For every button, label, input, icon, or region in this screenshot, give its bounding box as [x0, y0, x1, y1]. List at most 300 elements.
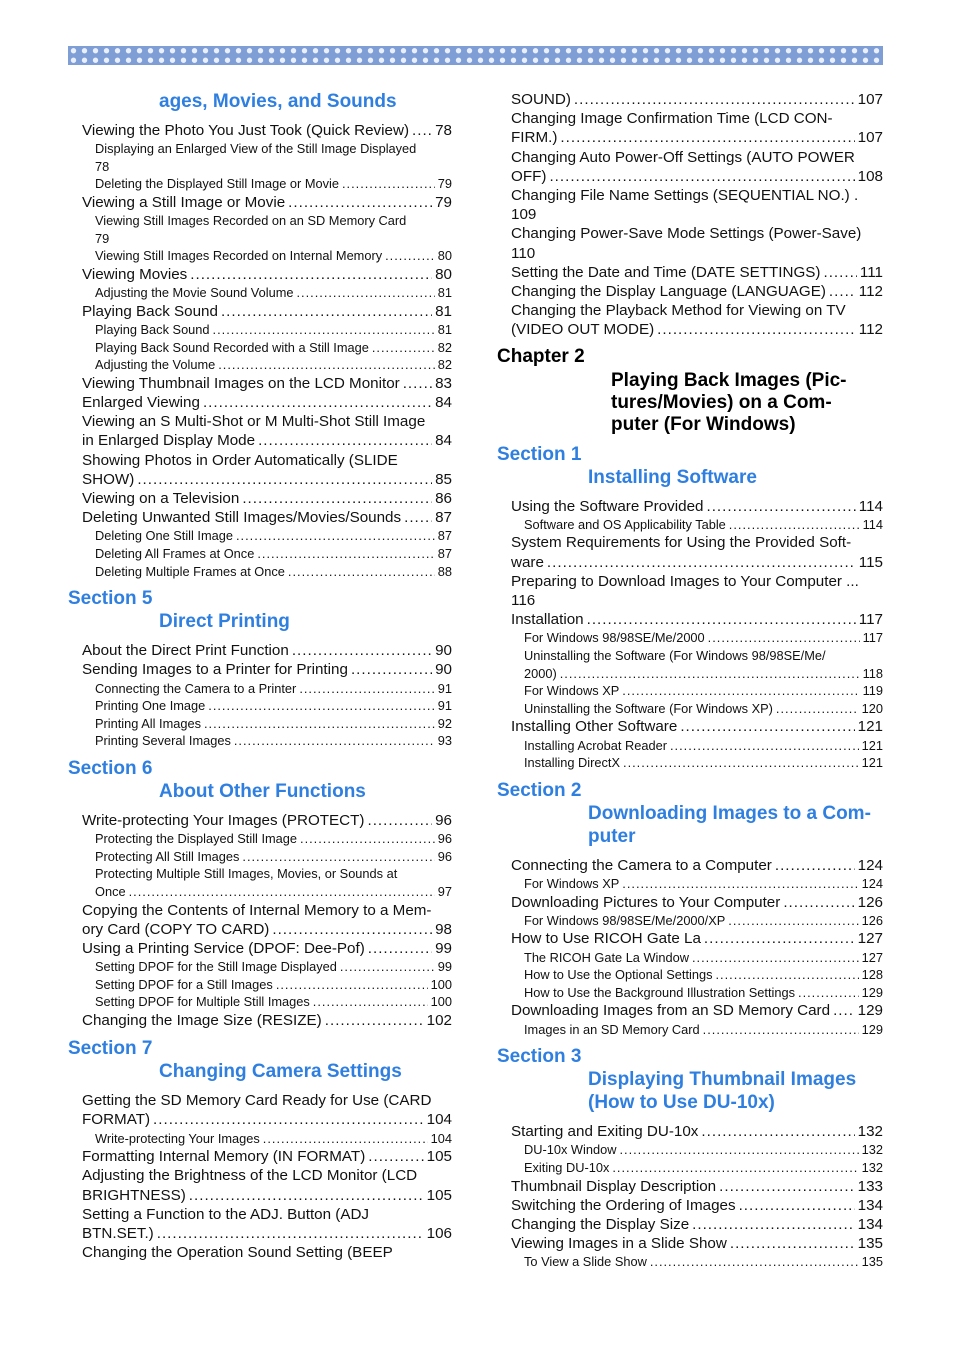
- section-label: Section 6: [68, 757, 153, 779]
- toc-entry-title: OFF): [511, 167, 547, 185]
- toc-entry: [497, 984, 883, 1002]
- section-label: Section 1: [497, 443, 582, 465]
- toc-entry: [497, 1234, 883, 1253]
- toc-page-number: 102: [426, 1011, 452, 1029]
- toc-entry-title: 2000): [524, 665, 557, 681]
- toc-entry: [497, 912, 883, 930]
- toc-entry-title: Uninstalling the Software (For Windows 98/98SE/Me/: [524, 648, 826, 664]
- toc-page-number: 79: [437, 176, 452, 192]
- toc-entry: [497, 90, 883, 109]
- toc-entry: [68, 660, 452, 679]
- dot-leader: [340, 958, 435, 976]
- dot-leader: [404, 508, 432, 527]
- toc-page-number: 128: [861, 967, 883, 983]
- toc-page-number: 119: [862, 683, 883, 699]
- toc-entry-title: Changing the Display Size: [511, 1215, 690, 1233]
- toc-entry-title: Printing All Images: [95, 715, 201, 731]
- dot-leader: [680, 717, 854, 736]
- toc-entry: [68, 193, 452, 212]
- dot-leader: [153, 1110, 424, 1129]
- toc-page-number: 96: [437, 831, 452, 847]
- dot-leader: [619, 1141, 858, 1159]
- toc-entry: [68, 830, 452, 848]
- toc-entry-title: Viewing an S Multi-Shot or M Multi-Shot Still Image: [82, 413, 426, 431]
- toc-entry: [497, 875, 883, 893]
- toc-page-number: 127: [861, 949, 883, 965]
- dot-leader: [716, 966, 859, 984]
- dot-leader: [708, 629, 860, 647]
- toc-entry: [68, 563, 452, 581]
- dot-leader: [272, 920, 432, 939]
- toc-entry-title: Playing Back Sound Recorded with a Still Image: [95, 339, 369, 355]
- toc-entry-title: For Windows 98/98SE/Me/2000/XP: [524, 912, 726, 928]
- dot-leader: [351, 660, 432, 679]
- toc-page-number: 134: [857, 1196, 883, 1214]
- section-title: Direct Printing: [159, 611, 290, 633]
- toc-entry-title: 78: [95, 158, 110, 174]
- toc-entry-title: BRIGHTNESS): [82, 1186, 186, 1204]
- toc-entry-title: Deleting All Frames at Once: [95, 545, 255, 561]
- dot-leader: [300, 830, 435, 848]
- dot-leader: [823, 263, 856, 282]
- toc-entry: [68, 1091, 452, 1129]
- toc-entry: [68, 715, 452, 733]
- toc-entry-title: Deleting Multiple Frames at Once: [95, 563, 285, 579]
- dot-leader: [729, 516, 860, 534]
- toc-page-number: 82: [437, 357, 452, 373]
- dot-leader: [829, 282, 856, 301]
- dot-leader: [560, 128, 854, 147]
- toc-entry-title: Installing Other Software: [511, 718, 678, 736]
- toc-entry-title: ware: [511, 553, 544, 571]
- toc-list: [68, 1091, 452, 1262]
- toc-page-number: 132: [857, 1123, 883, 1141]
- chapter-title-line: tures/Movies) on a Com-: [611, 391, 832, 413]
- section-title-line: Displaying Thumbnail Images: [588, 1069, 857, 1091]
- toc-entry-title: Viewing Images in a Slide Show: [511, 1235, 727, 1253]
- toc-page-number: 83: [435, 374, 452, 392]
- toc-entry: [68, 527, 452, 545]
- toc-entry: [497, 929, 883, 948]
- dot-leader: [657, 320, 856, 339]
- toc-page-number: 100: [430, 994, 452, 1010]
- toc-entry-title: Displaying an Enlarged View of the Still Image Displayed: [95, 141, 417, 157]
- toc-entry-title: To View a Slide Show: [524, 1254, 647, 1270]
- chapter-title-line: puter (For Windows): [611, 413, 796, 435]
- toc-list: [497, 90, 883, 340]
- toc-entry: [68, 958, 452, 976]
- dot-leader: [730, 1234, 855, 1253]
- toc-entry: [68, 848, 452, 866]
- toc-entry: [497, 1196, 883, 1215]
- toc-entry: [68, 865, 452, 900]
- toc-entry-title: Copying the Contents of Internal Memory to a Mem-: [82, 901, 432, 919]
- toc-page-number: 132: [861, 1142, 883, 1158]
- toc-entry-title: in Enlarged Display Mode: [82, 432, 256, 450]
- toc-entry-title: SOUND): [511, 91, 571, 108]
- toc-entry-title: Software and OS Applicability Table: [524, 516, 726, 532]
- dot-leader: [190, 265, 432, 284]
- toc-entry-title: Downloading Pictures to Your Computer: [511, 893, 781, 911]
- toc-entry-title: Uninstalling the Software (For Windows XP): [524, 700, 773, 716]
- toc-entry-title: Changing the Playback Method for Viewing on TV: [511, 302, 846, 320]
- toc-page-number: 99: [435, 939, 452, 957]
- toc-entry: [68, 697, 452, 715]
- toc-entry-title: How to Use the Background Illustration Settings: [524, 984, 796, 1000]
- toc-list: [497, 1122, 883, 1271]
- dot-leader: [296, 284, 434, 302]
- toc-entry-title: Printing One Image: [95, 698, 206, 714]
- toc-entry: [68, 939, 452, 958]
- toc-page-number: 99: [437, 959, 452, 975]
- toc-page-number: 87: [435, 509, 452, 527]
- toc-entry: [497, 497, 883, 516]
- dot-leader: [560, 665, 860, 683]
- section-title-line: puter: [588, 825, 636, 847]
- dot-leader: [234, 732, 435, 750]
- toc-page-number: 86: [435, 489, 452, 507]
- toc-entry-title: Viewing Still Images Recorded on Internal Memory: [95, 248, 383, 264]
- dot-leader: [129, 883, 435, 901]
- toc-entry: [68, 1147, 452, 1166]
- toc-entry-title: Formatting Internal Memory (IN FORMAT): [82, 1148, 366, 1166]
- toc-entry: [68, 508, 452, 527]
- toc-entry-title: FIRM.): [511, 129, 558, 147]
- toc-entry: [497, 109, 883, 147]
- dot-leader: [776, 700, 859, 718]
- dot-leader: [258, 431, 432, 450]
- toc-entry: [68, 976, 452, 994]
- toc-entry: [68, 1205, 452, 1243]
- dot-leader: [692, 1215, 855, 1234]
- toc-entry: [497, 893, 883, 912]
- toc-entry-text: Preparing to Download Images to Your Computer ...: [511, 572, 859, 590]
- toc-page-number: 118: [862, 665, 883, 681]
- chapter-title: [497, 370, 883, 436]
- dot-leader: [263, 1130, 428, 1148]
- toc-entry-title: Printing Several Images: [95, 733, 231, 749]
- dot-leader: [342, 175, 435, 193]
- toc-entry-title: Protecting All Still Images: [95, 848, 240, 864]
- dot-leader: [623, 754, 859, 772]
- toc-entry: [68, 901, 452, 939]
- toc-list: [497, 856, 883, 1038]
- dot-leader: [137, 470, 432, 489]
- toc-entry-title: FORMAT): [82, 1111, 151, 1129]
- toc-entry-title: Setting DPOF for a Still Images: [95, 976, 273, 992]
- dot-leader: [622, 682, 859, 700]
- toc-entry: [497, 516, 883, 534]
- dot-leader: [189, 1186, 424, 1205]
- toc-entry-title: Enlarged Viewing: [82, 393, 200, 411]
- section-label: Section 5: [68, 588, 153, 610]
- toc-entry: [497, 856, 883, 875]
- toc-page-number: 112: [858, 283, 883, 301]
- section-title: About Other Functions: [159, 780, 366, 802]
- toc-page-number: 117: [858, 611, 883, 629]
- dot-leader: [703, 1021, 859, 1039]
- toc-entry-title: Write-protecting Your Images (PROTECT): [82, 811, 365, 829]
- toc-left-column: [68, 88, 452, 1262]
- toc-entry: [68, 489, 452, 508]
- toc-entry-title: About the Direct Print Function: [82, 642, 289, 660]
- dot-leader: [372, 339, 435, 357]
- toc-entry-title: Setting DPOF for the Still Image Displayed: [95, 959, 337, 975]
- dot-leader: [650, 1253, 859, 1271]
- toc-page-number: 104: [430, 1130, 452, 1146]
- toc-entry-title: Downloading Images from an SD Memory Card: [511, 1002, 831, 1020]
- toc-entry: [497, 148, 883, 186]
- toc-page-number: 87: [437, 528, 452, 544]
- toc-entry-title: Connecting the Camera to a Printer: [95, 680, 297, 696]
- toc-entry: [497, 1253, 883, 1271]
- toc-entry-title: Starting and Exiting DU-10x: [511, 1123, 699, 1141]
- dot-leader: [368, 939, 432, 958]
- toc-page-number: 112: [858, 321, 883, 339]
- dot-leader: [783, 893, 854, 912]
- toc-entry: [68, 680, 452, 698]
- toc-entry-title: Deleting One Still Image: [95, 528, 233, 544]
- toc-entry-title: Setting DPOF for Multiple Still Images: [95, 994, 310, 1010]
- toc-entry: [68, 175, 452, 193]
- dot-leader: [236, 527, 435, 545]
- toc-entry: [497, 1177, 883, 1196]
- toc-entry: [68, 811, 452, 830]
- toc-entry: [497, 700, 883, 718]
- toc-entry: [68, 302, 452, 321]
- toc-entry-text: Changing the Operation Sound Setting (BEEP: [82, 1244, 393, 1262]
- toc-entry-title: Viewing Movies: [82, 265, 188, 283]
- section-title-line: Downloading Images to a Com-: [588, 802, 871, 824]
- toc-page-number: 126: [857, 893, 883, 911]
- toc-entry-text: Changing Power-Save Mode Settings (Power-Save): [511, 225, 862, 243]
- toc-list: [68, 641, 452, 750]
- toc-entry: [497, 682, 883, 700]
- toc-page-number: 81: [437, 285, 452, 301]
- toc-entry-text: 116: [511, 592, 536, 610]
- toc-page-number: 96: [437, 848, 452, 864]
- toc-page-number: 81: [435, 302, 452, 320]
- toc-entry: [68, 321, 452, 339]
- section-label: Section 7: [68, 1038, 153, 1060]
- dot-leader: [276, 976, 428, 994]
- dot-leader: [798, 984, 859, 1002]
- toc-page-number: 98: [435, 920, 452, 938]
- toc-entry-text: Changing File Name Settings (SEQUENTIAL NO.) .: [511, 187, 859, 205]
- toc-page-number: 80: [435, 265, 452, 283]
- toc-entry: [68, 1130, 452, 1148]
- toc-entry-title: Viewing on a Television: [82, 489, 240, 507]
- dot-leader: [242, 848, 434, 866]
- toc-page-number: 121: [857, 718, 883, 736]
- toc-entry-title: Getting the SD Memory Card Ready for Use (CARD: [82, 1092, 432, 1110]
- toc-entry-title: 79: [95, 230, 110, 246]
- dot-leader: [547, 553, 856, 572]
- toc-entry-title: Using a Printing Service (DPOF: Dee-Pof): [82, 939, 365, 957]
- toc-page-number: 107: [857, 129, 883, 147]
- toc-entry: [68, 545, 452, 563]
- dot-leader: [204, 715, 435, 733]
- toc-entry-text: 110: [511, 244, 536, 262]
- dot-leader: [719, 1177, 855, 1196]
- toc-page-number: 97: [437, 883, 452, 899]
- decorative-header-band: [68, 46, 883, 65]
- toc-entry: [497, 737, 883, 755]
- dot-leader: [775, 856, 855, 875]
- toc-entry: [68, 993, 452, 1011]
- toc-entry-title: How to Use the Optional Settings: [524, 967, 713, 983]
- toc-entry-title: Using the Software Provided: [511, 497, 704, 515]
- toc-entry-title: Sending Images to a Printer for Printing: [82, 661, 348, 679]
- toc-page-number: 115: [858, 553, 883, 571]
- toc-entry: [497, 1215, 883, 1234]
- toc-page-number: 126: [861, 912, 883, 928]
- toc-entry: [497, 754, 883, 772]
- toc-page-number: 84: [435, 432, 452, 450]
- toc-entry-title: Playing Back Sound: [82, 302, 218, 320]
- toc-entry: [68, 121, 452, 140]
- toc-entry: [68, 641, 452, 660]
- toc-entry-title: Viewing Thumbnail Images on the LCD Monitor: [82, 374, 400, 392]
- dot-leader: [325, 1011, 424, 1030]
- toc-page-number: 129: [857, 1002, 883, 1020]
- toc-entry: [497, 263, 883, 282]
- toc-entry: [497, 949, 883, 967]
- section-title: [497, 1068, 883, 1114]
- toc-entry-title: Changing the Display Language (LANGUAGE): [511, 283, 826, 301]
- toc-page-number: 90: [435, 661, 452, 679]
- toc-list: [68, 811, 452, 1030]
- dot-leader: [739, 1196, 855, 1215]
- toc-entry: [68, 451, 452, 489]
- toc-page-number: 121: [861, 737, 883, 753]
- dot-leader: [218, 356, 435, 374]
- toc-page-number: 88: [437, 563, 452, 579]
- toc-page-number: 106: [426, 1224, 452, 1242]
- toc-entry: [497, 533, 883, 571]
- toc-page-number: 133: [857, 1177, 883, 1195]
- toc-page-number: 132: [861, 1159, 883, 1175]
- toc-list: [68, 121, 452, 580]
- toc-entry-title: Installing DirectX: [524, 755, 621, 771]
- dot-leader: [706, 497, 855, 516]
- dot-leader: [313, 993, 428, 1011]
- toc-page-number: 91: [437, 680, 452, 696]
- chapter-label: Chapter 2: [497, 345, 585, 367]
- toc-entry: [68, 212, 452, 247]
- toc-entry: [497, 1021, 883, 1039]
- toc-entry: [68, 140, 452, 175]
- toc-page-number: 91: [437, 698, 452, 714]
- section-label: Section 3: [497, 1046, 582, 1068]
- dot-leader: [833, 1001, 855, 1020]
- dot-leader: [368, 1147, 423, 1166]
- toc-page-number: 84: [435, 393, 452, 411]
- toc-page-number: 90: [435, 642, 452, 660]
- toc-entry-title: Deleting Unwanted Still Images/Movies/Sounds: [82, 509, 402, 527]
- toc-entry-title: Viewing a Still Image or Movie: [82, 193, 286, 211]
- dot-leader: [412, 121, 432, 140]
- toc-page-number: 78: [435, 122, 452, 139]
- toc-page-number: 127: [857, 930, 883, 948]
- toc-page-number: 104: [426, 1111, 452, 1129]
- toc-entry: [497, 1159, 883, 1177]
- dot-leader: [157, 1224, 424, 1243]
- toc-entry: [68, 374, 452, 393]
- dot-leader: [257, 545, 434, 563]
- toc-page-number: 105: [426, 1148, 452, 1166]
- dot-leader: [728, 912, 858, 930]
- toc-entry: [497, 610, 883, 629]
- toc-entry-title: BTN.SET.): [82, 1224, 154, 1242]
- toc-page-number: 135: [857, 1235, 883, 1253]
- toc-entry-title: Images in an SD Memory Card: [524, 1021, 700, 1037]
- dot-leader: [288, 563, 435, 581]
- toc-entry-title: (VIDEO OUT MODE): [511, 321, 655, 339]
- toc-entry: [68, 1166, 452, 1204]
- toc-entry: [497, 966, 883, 984]
- toc-entry-title: How to Use RICOH Gate La: [511, 930, 701, 948]
- toc-entry: [68, 247, 452, 265]
- toc-entry-title: Adjusting the Movie Sound Volume: [95, 285, 294, 301]
- toc-entry: [68, 732, 452, 750]
- toc-entry: [68, 356, 452, 374]
- toc-page-number: 120: [861, 700, 883, 716]
- toc-page-number: 135: [861, 1254, 883, 1270]
- toc-page-number: 96: [435, 811, 452, 829]
- toc-page-number: 81: [437, 321, 452, 337]
- toc-page-number: 124: [861, 876, 883, 892]
- toc-entry-title: Showing Photos in Order Automatically (SLIDE: [82, 451, 398, 469]
- toc-page-number: 124: [857, 856, 883, 874]
- toc-entry-title: Switching the Ordering of Images: [511, 1196, 736, 1214]
- dot-leader: [242, 489, 432, 508]
- toc-entry: [497, 301, 883, 339]
- toc-entry-title: Installing Acrobat Reader: [524, 737, 667, 753]
- toc-page-number: 129: [861, 1021, 883, 1037]
- dot-leader: [299, 680, 434, 698]
- dot-leader: [704, 929, 855, 948]
- toc-entry-title: Adjusting the Volume: [95, 357, 216, 373]
- dot-leader: [622, 875, 858, 893]
- toc-page-number: 117: [862, 630, 883, 646]
- toc-entry-title: Setting a Function to the ADJ. Button (ADJ: [82, 1205, 370, 1223]
- section-title: [497, 802, 883, 848]
- toc-entry-title: Adjusting the Brightness of the LCD Monitor (LCD: [82, 1167, 418, 1185]
- toc-entry-title: Installation: [511, 611, 584, 629]
- toc-page-number: 107: [857, 91, 883, 108]
- toc-entry-title: Once: [95, 883, 126, 899]
- toc-page-number: 105: [426, 1186, 452, 1204]
- section-label: Section 2: [497, 779, 582, 801]
- dot-leader: [549, 167, 854, 186]
- toc-entry-title: For Windows XP: [524, 876, 620, 892]
- section-title: ages, Movies, and Sounds: [159, 91, 397, 112]
- toc-entry-title: Deleting the Displayed Still Image or Movie: [95, 176, 339, 192]
- toc-entry-title: Viewing the Photo You Just Took (Quick Review): [82, 122, 409, 139]
- toc-entry: [68, 393, 452, 412]
- toc-entry-title: System Requirements for Using the Provided Soft-: [511, 534, 852, 552]
- toc-entry-title: Changing the Image Size (RESIZE): [82, 1011, 322, 1029]
- toc-entry-title: Changing Auto Power-Off Settings (AUTO POWER: [511, 148, 855, 166]
- toc-entry-title: Viewing Still Images Recorded on an SD Memory Card: [95, 213, 407, 229]
- toc-entry-title: For Windows XP: [524, 683, 620, 699]
- toc-entry: [497, 1122, 883, 1141]
- dot-leader: [288, 193, 432, 212]
- toc-entry-title: Changing Image Confirmation Time (LCD CON-: [511, 110, 833, 128]
- toc-list: [497, 497, 883, 772]
- toc-entry-title: DU-10x Window: [524, 1142, 617, 1158]
